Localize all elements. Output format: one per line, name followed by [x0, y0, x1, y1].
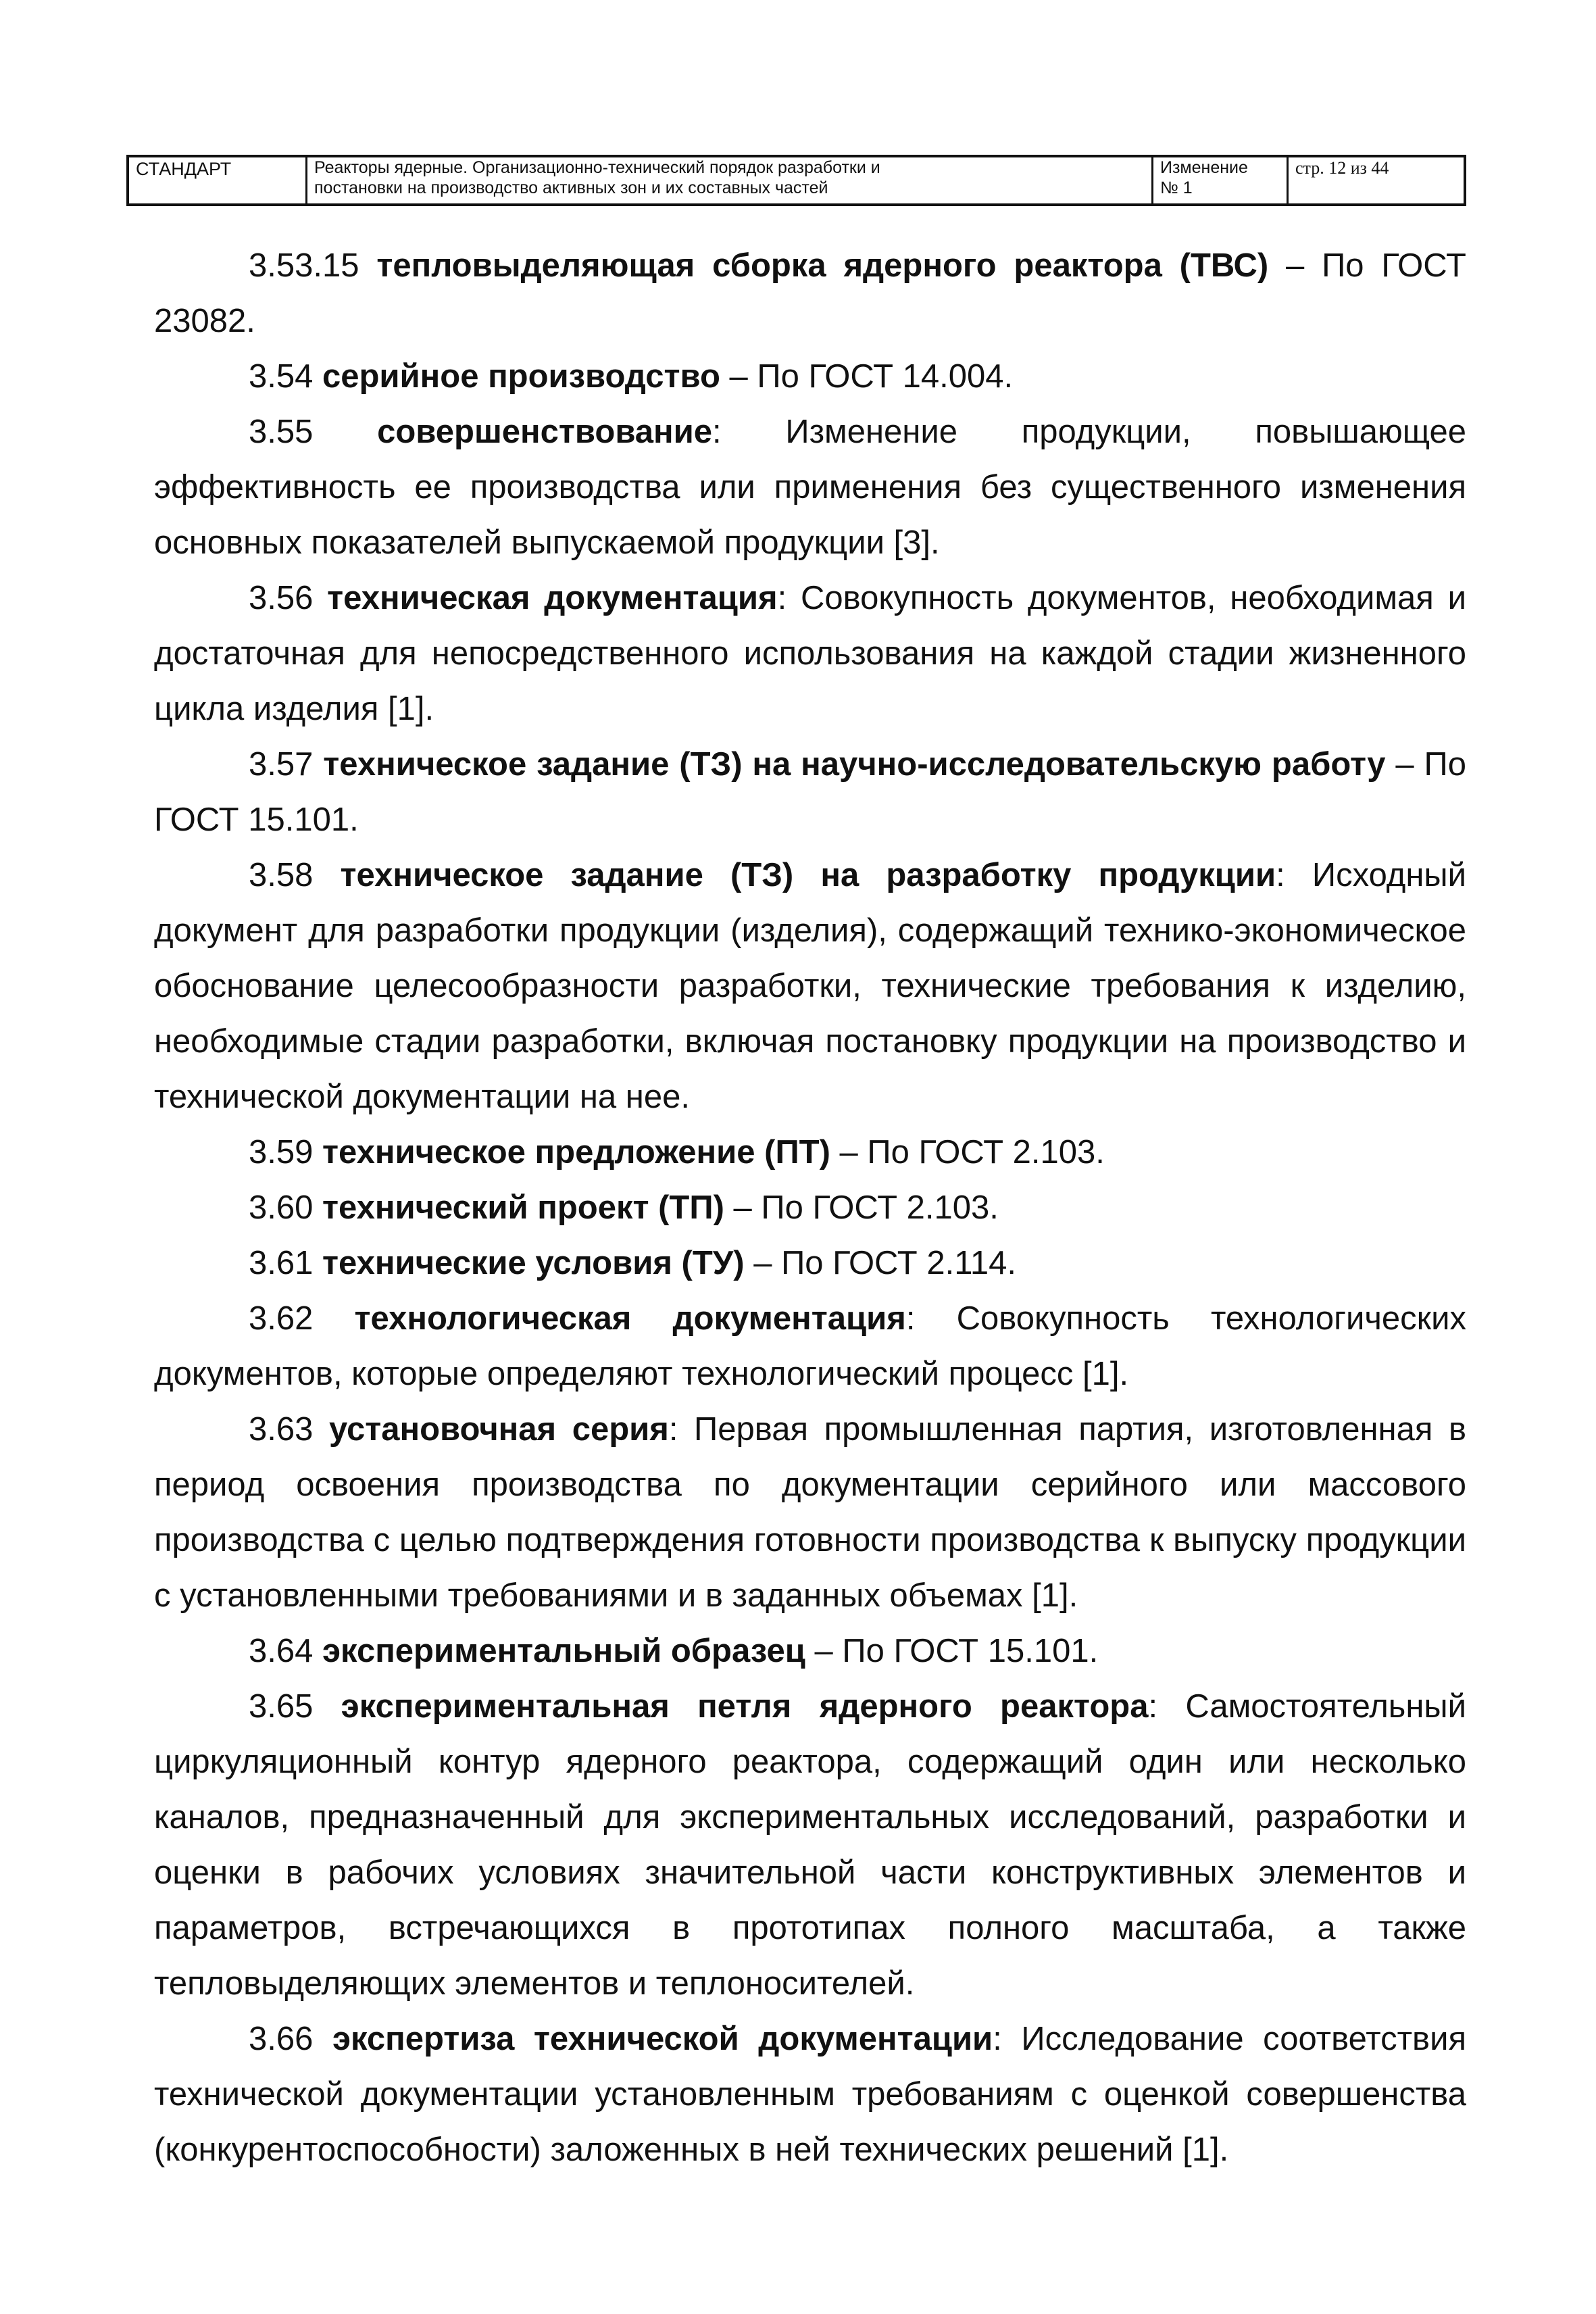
- term-number: 3.57: [249, 746, 314, 783]
- term-name: экспериментальный образец: [322, 1633, 805, 1669]
- term-paragraph: [154, 1125, 1466, 1180]
- term-paragraph: [154, 238, 1466, 349]
- term-paragraph: [154, 1402, 1466, 1623]
- term-name: техническая документация: [327, 580, 778, 616]
- term-number: 3.58: [249, 857, 314, 893]
- term-number: 3.60: [249, 1189, 314, 1226]
- term-paragraph: [154, 1679, 1466, 2011]
- term-paragraph: [154, 847, 1466, 1125]
- page-number: стр. 12 из 44: [1295, 158, 1389, 178]
- term-definition: : Совокупность технологических документов, которые определяют технологический процесс [1].: [154, 1300, 1466, 1392]
- term-paragraph: [154, 1235, 1466, 1291]
- change-label: Изменение: [1160, 158, 1248, 177]
- term-paragraph: [154, 737, 1466, 847]
- term-definition: : Исследование соответствия технической документации установленным требованиям с оценкой совершенства (конкурентоспособности) заложенных в ней технических решений [1].: [154, 2021, 1466, 2168]
- term-number: 3.63: [249, 1411, 314, 1448]
- term-definition: : Совокупность документов, необходимая и достаточная для непосредственного использования на каждой стадии жизненного цикла изделия [1].: [154, 580, 1467, 727]
- document-title-line-1: Реакторы ядерные. Организационно-технический порядок разработки и: [314, 158, 880, 177]
- term-number: 3.56: [249, 580, 314, 616]
- term-number: 3.61: [249, 1245, 314, 1281]
- term-number: 3.55: [249, 414, 314, 450]
- term-paragraph: [154, 349, 1466, 404]
- term-number: 3.59: [249, 1134, 314, 1171]
- term-name: техническое задание (ТЗ) на разработку продукции: [340, 857, 1276, 893]
- term-paragraph: [154, 1623, 1466, 1679]
- term-name: техническое задание (ТЗ) на научно-исследовательскую работу: [323, 746, 1386, 783]
- term-definition: : Исходный документ для разработки продукции (изделия), содержащий технико-экономическое обоснование целесообразности разработки, технические требования к изделию, необходимые стадии разработки, включая постановку продукции на производство и технической документации на нее.: [154, 857, 1466, 1115]
- term-name: техническое предложение (ПТ): [322, 1134, 830, 1171]
- term-paragraph: [154, 1291, 1466, 1402]
- term-name: тепловыделяющая сборка ядерного реактора (ТВС): [376, 247, 1269, 284]
- term-definition: – По ГОСТ 2.114.: [744, 1245, 1016, 1281]
- term-name: технологическая документация: [354, 1300, 906, 1337]
- term-definition: : Первая промышленная партия, изготовленная в период освоения производства по документации серийного или массового производства с целью подтверждения готовности производства к выпуску продукции с установленными требованиями и в заданных объемах [1].: [154, 1411, 1466, 1614]
- term-definition: – По ГОСТ 23082.: [154, 247, 1466, 339]
- term-definition: : Изменение продукции, повышающее эффективность ее производства или применения без существенного изменения основных показателей выпускаемой продукции [3].: [154, 414, 1466, 561]
- term-paragraph: [154, 404, 1466, 570]
- term-definition: – По ГОСТ 14.004.: [720, 358, 1014, 395]
- document-header: [126, 155, 1466, 206]
- term-paragraph: [154, 2011, 1466, 2177]
- document-title: [307, 157, 1153, 203]
- term-number: 3.64: [249, 1633, 314, 1669]
- term-number: 3.54: [249, 358, 314, 395]
- term-definition: – По ГОСТ 2.103.: [724, 1189, 999, 1226]
- term-definition: – По ГОСТ 15.101.: [154, 746, 1466, 838]
- term-name: серийное производство: [322, 358, 720, 395]
- change-info: [1153, 157, 1289, 203]
- document-title-line-2: постановки на производство активных зон и их составных частей: [314, 178, 828, 197]
- change-number: № 1: [1160, 178, 1193, 197]
- term-name: совершенствование: [377, 414, 713, 450]
- term-paragraph: [154, 570, 1466, 737]
- terms-list: [154, 238, 1466, 2177]
- term-number: 3.65: [249, 1688, 314, 1725]
- term-number: 3.53.15: [249, 247, 359, 284]
- term-definition: : Самостоятельный циркуляционный контур ядерного реактора, содержащий один или несколько каналов, предназначенный для экспериментальных исследований, разработки и оценки в рабочих условиях значительной части конструктивных элементов и параметров, встречающихся в прототипах полного масштаба, а также тепловыделяющих элементов и теплоносителей.: [154, 1688, 1466, 2002]
- term-name: экспериментальная петля ядерного реактора: [341, 1688, 1149, 1725]
- term-name: экспертиза технической документации: [332, 2021, 993, 2057]
- term-name: технические условия (ТУ): [322, 1245, 745, 1281]
- term-definition: – По ГОСТ 15.101.: [805, 1633, 1099, 1669]
- term-definition: – По ГОСТ 2.103.: [830, 1134, 1105, 1171]
- term-paragraph: [154, 1180, 1466, 1235]
- term-name: установочная серия: [328, 1411, 669, 1448]
- term-number: 3.66: [249, 2021, 314, 2057]
- term-number: 3.62: [249, 1300, 314, 1337]
- standard-label: СТАНДАРТ: [129, 157, 307, 203]
- term-name: технический проект (ТП): [322, 1189, 724, 1226]
